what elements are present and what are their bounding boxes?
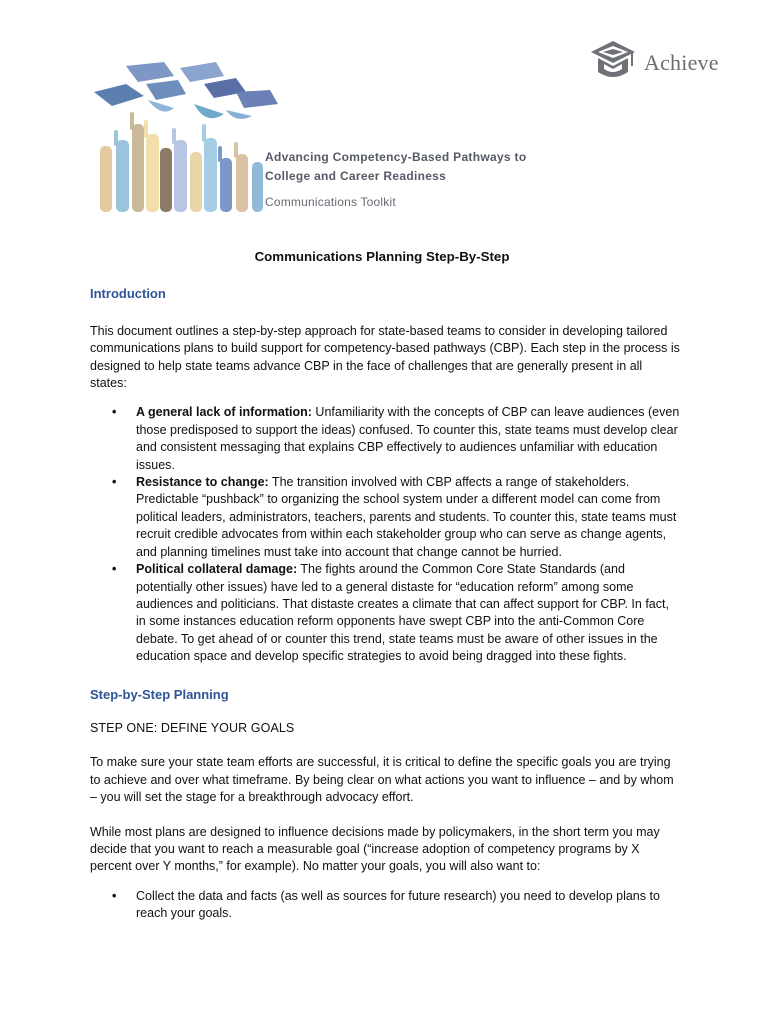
challenges-list <box>90 404 680 665</box>
header-text <box>265 148 585 209</box>
list-item <box>90 561 680 665</box>
achieve-cap-icon <box>588 38 638 88</box>
header-title-line1: Advancing Competency-Based Pathways to <box>265 150 527 164</box>
step-one-title: STEP ONE: DEFINE YOUR GOALS <box>90 720 295 735</box>
step-one-paragraph-2: While most plans are designed to influence decisions made by policymakers, in the short term you may decide that you want to reach a measurable goal (“increase adoption of competency programs by X percent over Y months,” for example). No matter your goals, you will also want to: <box>90 824 660 874</box>
introduction-heading: Introduction <box>90 286 166 302</box>
list-item <box>90 404 680 474</box>
bullet-glyph: • <box>112 562 117 577</box>
bullet-text: The fights around the Common Core State Standards (and potentially other issues) have led to a general distaste for “education reform” among some audiences and politicians. That distaste creates a climate that can affect support for CBP. In fact, in some instances education reform opponents have swept CBP into the anti-Common Core debate. To get ahead of or counter this trend, state teams must be aware of other issues in the education space and develop specific strategies to avoid being dragged into these fights. <box>136 562 669 664</box>
bullet-glyph: • <box>112 405 117 420</box>
header-title-line2: College and Career Readiness <box>265 169 447 183</box>
bullet-text: Collect the data and facts (as well as sources for future research) you need to develop plans to reach your goals. <box>136 888 660 921</box>
achieve-logo <box>588 38 719 88</box>
step-one-paragraph-1: To make sure your state team efforts are successful, it is critical to define the specific goals you are trying to achieve and over what timeframe. By being clear on what actions you want to influence – and by whom – you will set the stage for a breakthrough advocacy effort. <box>90 755 674 805</box>
logo-text: Achieve <box>644 50 719 75</box>
list-item <box>90 474 680 561</box>
bullet-glyph: • <box>112 888 117 903</box>
graduation-hands-illustration <box>86 54 286 216</box>
bullet-text: Unfamiliarity with the concepts of CBP can leave audiences (even those predisposed to support the ideas) confused. To counter this, state teams must develop clear and consistent messaging that explains CBP effectively to audiences unfamiliar with education issues. <box>136 405 680 472</box>
header-subtitle: Communications Toolkit <box>265 195 396 209</box>
document-title: Communications Planning Step-By-Step <box>254 249 510 264</box>
bullet-lead: A general lack of information: <box>136 405 312 420</box>
introduction-paragraph: This document outlines a step-by-step approach for state-based teams to consider in developing tailored communications plans to build support for competency-based pathways (CBP). Each step in the process is designed to help state teams advance CBP in the face of challenges that are generally present in all states: <box>90 323 680 391</box>
bullet-text: The transition involved with CBP affects a range of stakeholders. Predictable “pushback” to organizing the school system under a different model can come from political leaders, administrators, teachers, parents and students. To counter this, state teams must recruit credible advocates from within each stakeholder group who can serve as change agents, and planning timelines must take into account that change cannot be hurried. <box>136 475 677 559</box>
list-item <box>90 888 680 923</box>
raised-hands <box>100 112 263 212</box>
graduation-caps <box>94 62 278 119</box>
document-body <box>90 248 680 923</box>
goals-list <box>90 888 680 923</box>
bullet-glyph: • <box>112 475 117 490</box>
bullet-lead: Resistance to change: <box>136 475 269 490</box>
planning-heading: Step-by-Step Planning <box>90 686 229 702</box>
bullet-lead: Political collateral damage: <box>136 562 298 577</box>
